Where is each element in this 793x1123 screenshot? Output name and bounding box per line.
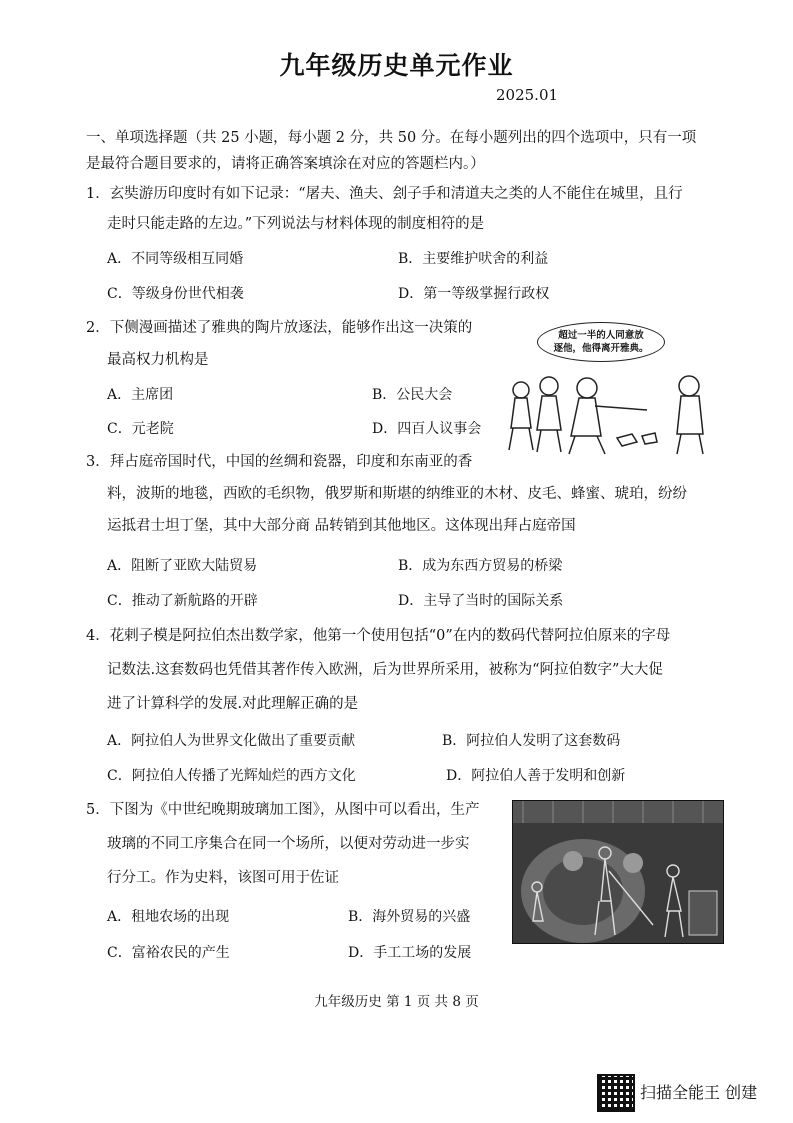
q1-stem-line-1: 1．玄奘游历印度时有如下记录：“屠夫、渔夫、刽子手和清道夫之类的人不能住在城里，且行 <box>86 186 683 202</box>
section-instructions-line-2: 是最符合题目要求的，请将正确答案填涂在对应的答题栏内。） <box>86 156 485 172</box>
q4-option-c: C．阿拉伯人传播了光辉灿烂的西方文化 <box>107 768 356 784</box>
q5-option-d: D．手工工场的发展 <box>348 945 472 961</box>
q4-stem-line-1: 4．花剌子模是阿拉伯杰出数学家，他第一个使用包括“0”在内的数码代替阿拉伯原来的字母 <box>86 628 671 644</box>
page-footer: 九年级历史 第 1 页 共 8 页 <box>314 994 479 1010</box>
glass-workshop-image <box>512 800 724 944</box>
page-title: 九年级历史单元作业 <box>279 51 514 80</box>
q4-stem-line-3: 进了计算科学的发展.对此理解正确的是 <box>107 696 359 712</box>
q4-option-d: D．阿拉伯人善于发明和创新 <box>446 768 626 784</box>
q3-stem-line-3: 运抵君士坦丁堡，其中大部分商 品转销到其他地区。这体现出拜占庭帝国 <box>107 518 576 534</box>
q1-option-a: A．不同等级相互同婚 <box>107 251 244 267</box>
comic-speech-bubble: 超过一半的人同意放 逐他，他得离开雅典。 <box>537 322 665 362</box>
q5-option-c: C．富裕农民的产生 <box>107 945 230 961</box>
scanner-watermark: 扫描全能王 创建 <box>640 1083 758 1102</box>
q4-stem-line-2: 记数法.这套数码也凭借其著作传入欧洲，后为世界所采用，被称为“阿拉伯数字”大大促 <box>107 662 663 678</box>
ostracism-comic <box>497 318 722 458</box>
q4-option-b: B．阿拉伯人发明了这套数码 <box>442 733 621 749</box>
glass-workshop-drawing <box>513 801 723 943</box>
q3-option-a: A．阻断了亚欧大陆贸易 <box>107 558 258 574</box>
q2-option-b: B．公民大会 <box>372 387 453 403</box>
q3-stem-line-2: 料，波斯的地毯，西欧的毛织物，俄罗斯和斯堪的纳维亚的木材、皮毛、蜂蜜、琥珀，纷纷 <box>107 486 687 502</box>
section-instructions-line-1: 一、单项选择题（共 25 小题，每小题 2 分，共 50 分。在每小题列出的四个选项中，只有一项 <box>86 130 697 146</box>
q4-option-a: A．阿拉伯人为世界文化做出了重要贡献 <box>107 733 356 749</box>
q3-option-d: D．主导了当时的国际关系 <box>398 593 564 609</box>
comic-figures-drawing <box>497 318 722 458</box>
q5-stem-line-1: 5．下图为《中世纪晚期玻璃加工图》，从图中可以看出，生产 <box>86 802 480 818</box>
q1-option-d: D．第一等级掌握行政权 <box>398 286 550 302</box>
q1-stem-line-2: 走时只能走路的左边。”下列说法与材料体现的制度相符的是 <box>107 216 485 232</box>
q2-stem-line-1: 2．下侧漫画描述了雅典的陶片放逐法，能够作出这一决策的 <box>86 320 473 336</box>
q1-option-b: B．主要维护吠舍的利益 <box>398 251 549 267</box>
q2-option-d: D．四百人议事会 <box>372 421 482 437</box>
q3-option-b: B．成为东西方贸易的桥梁 <box>398 558 563 574</box>
date-label: 2025.01 <box>496 86 559 104</box>
q3-option-c: C．推动了新航路的开辟 <box>107 593 258 609</box>
q5-option-b: B．海外贸易的兴盛 <box>348 909 471 925</box>
q5-stem-line-2: 玻璃的不同工序集合在同一个场所，以便对劳动进一步实 <box>107 836 470 852</box>
q2-option-c: C．元老院 <box>107 421 174 437</box>
q5-stem-line-3: 行分工。作为史料，该图可用于佐证 <box>107 870 339 886</box>
q2-stem-line-2: 最高权力机构是 <box>107 352 209 368</box>
q3-stem-line-1: 3．拜占庭帝国时代，中国的丝绸和瓷器，印度和东南亚的香 <box>86 454 473 470</box>
qr-code-icon <box>597 1074 635 1112</box>
q2-option-a: A．主席团 <box>107 387 174 403</box>
q5-option-a: A．租地农场的出现 <box>107 909 230 925</box>
q1-option-c: C．等级身份世代相袭 <box>107 286 244 302</box>
